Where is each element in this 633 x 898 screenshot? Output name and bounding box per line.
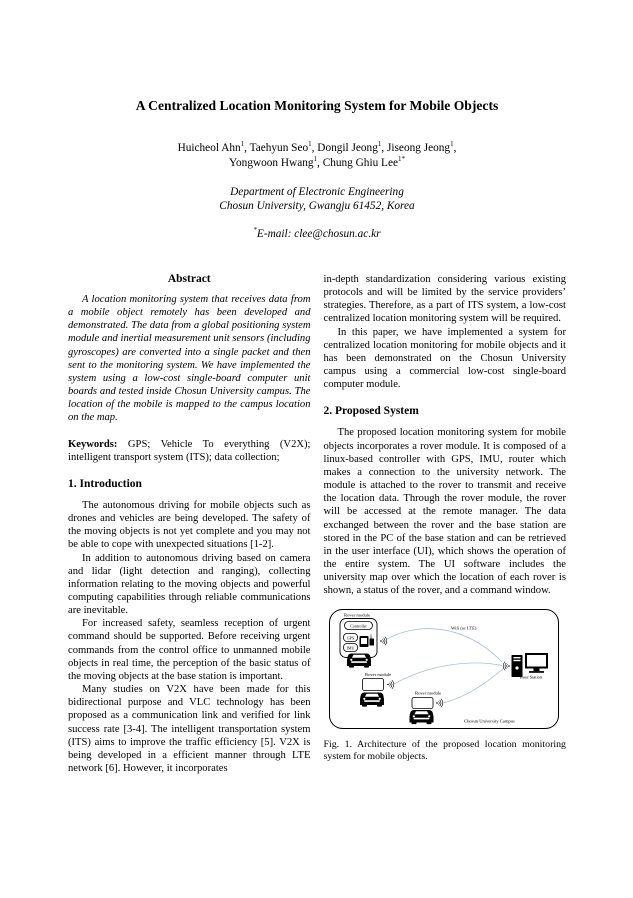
author-name: Chung Ghiu Lee$^{1*}$ [322, 155, 405, 169]
keywords-text: GPS; Vehicle To everything (V2X); intelligent transport system (ITS); data collection; [68, 438, 311, 463]
proposed-system-paragraph: The proposed location monitoring system for mobile objects incorporates a rover module. It is composed of a linux-based controller with GPS, IMU, router which makes a connection to the university network. The module is attached to the rover to transmit and receive the location data. Through the rover module, the rover will be accessed at the remote manager. The data exchanged between the rover and the base station are stored in the PC of the base station and can be retrieved in the user interface (UI), which shows the operation of the entire system. The UI software includes the university map over which the location of each rover is shown, a status of the rover, and a command window. [323, 427, 566, 597]
controller-label: Controller [349, 623, 367, 629]
authors-line-1 [68, 141, 566, 156]
affiliation-university: Chosun University, Gwangju 61452, Korea [219, 199, 415, 212]
wifi-link-label: Wifi (or LTE) [450, 625, 476, 631]
car-icon [360, 693, 384, 707]
rover-module-label: Rover module [364, 672, 391, 678]
wifi-icon [436, 699, 443, 708]
connection-line [443, 669, 503, 703]
keywords-label: Keywords: [68, 438, 118, 450]
affiliation [68, 186, 566, 213]
abstract-heading: Abstract [167, 273, 211, 285]
rover-module-box [362, 679, 383, 691]
gps-label: GPS [346, 635, 354, 641]
paper-statement-paragraph: In this paper, we have implemented a system for centralized location monitoring for mobile objects and it has been demonstrated on the Chosun University campus using a commercial low-cost single-board computer module. [323, 326, 566, 391]
wifi-icon [387, 681, 394, 690]
figure-caption: Fig. 1. Architecture of the proposed location monitoring system for mobile objects. [323, 739, 566, 763]
wifi-icon [503, 662, 510, 671]
campus-label: Chosun University Campus [463, 718, 515, 724]
continuation-paragraph: in-depth standardization considering various existing protocols and will be limited by the service providers’ strategies. Therefore, as a part of ITS system, a low-cost centralized location monitoring system will be required. [323, 274, 566, 325]
two-column-body [68, 273, 566, 775]
email-asterisk: * [253, 226, 257, 235]
authors-line-2 [68, 156, 566, 171]
car-icon [347, 654, 371, 668]
figure-architecture [328, 608, 567, 735]
author-name: Dongil Jeong$^1$, [317, 140, 387, 154]
intro-paragraph: Many studies on V2X have been made for this bidirectional purpose and VLC technology has been proposed as a communication link and verified for link success rate [3-4]. The intelligent transportation system (ITS) aims to improve the traffic efficiency [5]. V2X is being developed in a efficient manner through LTE network [6]. However, it incorporates [68, 684, 311, 774]
abstract-text: A location monitoring system that receives data from a mobile object remotely has been developed and demonstrated. The data from a global positioning system module and inertial measurement unit sensors (including gyroscopes) are converted into a single packet and then sent to the monitoring system. We have implemented the system using a low-cost single-board computer unit boards and tested inside Chosun University campus. The location of the mobile is mapped to the campus location on the map. [68, 294, 311, 424]
authors-block [68, 141, 566, 171]
section-heading-introduction: 1. Introduction [68, 477, 142, 490]
wifi-icon [380, 637, 387, 646]
section-heading-proposed-system: 2. Proposed System [323, 405, 419, 418]
intro-paragraph: For increased safety, seamless reception of urgent command should be supported. Before receiving urgent commands from the control office to unmanned mobile objects in real time, the perception of the basic status of the moving objects at the base station is important. [68, 618, 311, 682]
connection-line [387, 629, 502, 662]
base-station-icon [511, 653, 548, 677]
connection-line [394, 663, 502, 684]
architecture-diagram [328, 608, 560, 730]
affiliation-department: Department of Electronic Engineering [230, 186, 404, 198]
keywords-line [68, 438, 311, 464]
car-icon [409, 710, 433, 724]
author-name: Jiseong Jeong$^1$, [387, 140, 457, 154]
rover-module-label: Rover module [343, 612, 370, 618]
rover-module-label: Rover module [414, 690, 441, 696]
left-column [68, 273, 311, 775]
email-line [68, 228, 566, 240]
email-text: E-mail: clee@chosun.ac.kr [256, 228, 381, 240]
intro-paragraph: The autonomous driving for mobile objects such as drones and vehicles are being developed. The safety of the moving objects is not yet complete and you may not be able to cope with unexpected situations [1-2]. [68, 499, 311, 551]
author-name: Huicheol Ahn$^1$, [177, 140, 250, 154]
author-name: Yongwoon Hwang$^1$, [229, 155, 323, 169]
paper-title: A Centralized Location Monitoring System for Mobile Objects [135, 98, 499, 113]
right-column [324, 273, 567, 775]
imu-label: IMU [346, 645, 354, 651]
intro-paragraph: In addition to autonomous driving based on camera and lidar (light detection and ranging), collecting information relating to the moving objects and powerful computing capabilities through reliable communications are inevitable. [68, 552, 311, 617]
rover-module-box [412, 698, 433, 709]
author-name: Taehyun Seo$^1$, [249, 140, 318, 154]
base-station-label: Base Station [519, 674, 542, 680]
